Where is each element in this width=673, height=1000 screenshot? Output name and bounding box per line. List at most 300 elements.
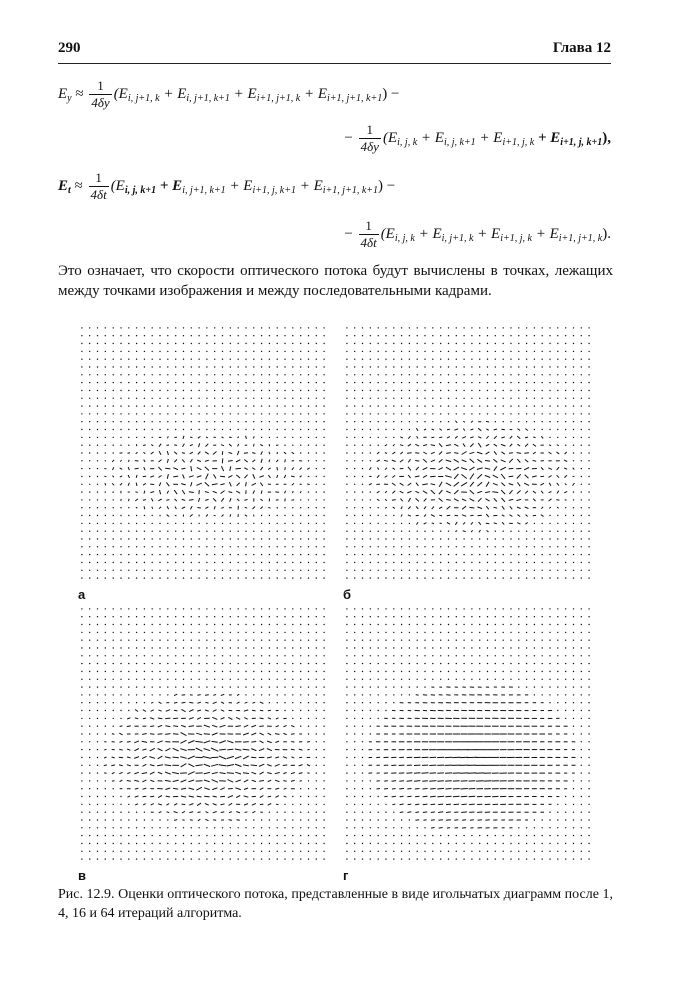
- flow-dot: [81, 772, 82, 773]
- flow-dot: [565, 647, 566, 648]
- flow-dot: [238, 429, 239, 430]
- flow-dot: [510, 577, 511, 578]
- flow-dot: [308, 452, 309, 453]
- figure-caption: Рис. 12.9. Оценки оптического потока, представленные в виде игольчатых диаграмм после 1, 4, 16 и 64 итераций алгоритма.: [58, 887, 613, 921]
- flow-needle: [438, 804, 443, 805]
- flow-dot: [370, 460, 371, 461]
- flow-dot: [581, 608, 582, 609]
- flow-dot: [526, 851, 527, 852]
- flow-dot: [120, 421, 121, 422]
- flow-dot: [588, 554, 589, 555]
- flow-dot: [308, 686, 309, 687]
- flow-dot: [534, 632, 535, 633]
- flow-dot: [588, 499, 589, 500]
- flow-dot: [261, 616, 262, 617]
- flow-dot: [409, 554, 410, 555]
- flow-dot: [362, 780, 363, 781]
- flow-dot: [81, 390, 82, 391]
- flow-dot: [448, 421, 449, 422]
- flow-dot: [581, 398, 582, 399]
- flow-needle: [157, 765, 163, 766]
- flow-dot: [214, 343, 215, 344]
- flow-dot: [284, 812, 285, 813]
- flow-dot: [323, 460, 324, 461]
- flow-needle: [462, 515, 466, 517]
- flow-dot: [269, 405, 270, 406]
- flow-dot: [573, 616, 574, 617]
- flow-dot: [557, 390, 558, 391]
- flow-dot: [526, 655, 527, 656]
- flow-dot: [128, 843, 129, 844]
- flow-dot: [362, 647, 363, 648]
- flow-needle: [128, 475, 129, 478]
- flow-dot: [573, 608, 574, 609]
- flow-needle: [291, 780, 295, 781]
- flow-dot: [581, 476, 582, 477]
- flow-dot: [581, 694, 582, 695]
- flow-dot: [487, 632, 488, 633]
- flow-dot: [120, 382, 121, 383]
- flow-dot: [385, 640, 386, 641]
- flow-dot: [362, 405, 363, 406]
- flow-dot: [120, 624, 121, 625]
- flow-dot: [300, 710, 301, 711]
- flow-needle: [174, 694, 177, 695]
- flow-dot: [573, 452, 574, 453]
- flow-dot: [526, 647, 527, 648]
- flow-dot: [144, 390, 145, 391]
- flow-needle: [509, 453, 513, 454]
- flow-dot: [89, 647, 90, 648]
- flow-dot: [300, 702, 301, 703]
- flow-needle: [135, 468, 139, 469]
- flow-dot: [316, 772, 317, 773]
- flow-dot: [448, 390, 449, 391]
- flow-dot: [463, 632, 464, 633]
- flow-needle: [182, 453, 185, 454]
- flow-dot: [401, 819, 402, 820]
- flow-needle: [517, 491, 521, 494]
- flow-dot: [120, 570, 121, 571]
- flow-needle: [182, 702, 186, 703]
- flow-dot: [120, 835, 121, 836]
- flow-dot: [120, 640, 121, 641]
- flow-dot: [393, 366, 394, 367]
- flow-needle: [236, 460, 240, 462]
- flow-dot: [354, 726, 355, 727]
- flow-dot: [346, 335, 347, 336]
- flow-dot: [284, 382, 285, 383]
- flow-needle: [485, 475, 490, 477]
- flow-dot: [245, 562, 246, 563]
- flow-needle: [517, 499, 522, 500]
- flow-needle: [292, 483, 294, 485]
- flow-dot: [534, 851, 535, 852]
- flow-dot: [456, 374, 457, 375]
- flow-dot: [128, 445, 129, 446]
- flow-dot: [378, 515, 379, 516]
- flow-dot: [440, 382, 441, 383]
- flow-dot: [300, 445, 301, 446]
- flow-needle: [245, 507, 248, 508]
- flow-dot: [144, 812, 145, 813]
- flow-dot: [581, 523, 582, 524]
- flow-dot: [183, 827, 184, 828]
- flow-needle: [158, 467, 161, 471]
- flow-dot: [495, 835, 496, 836]
- flow-dot: [354, 452, 355, 453]
- flow-dot: [120, 343, 121, 344]
- flow-dot: [167, 421, 168, 422]
- flow-needle: [260, 710, 263, 711]
- flow-needle: [228, 475, 232, 477]
- flow-dot: [183, 413, 184, 414]
- flow-dot: [565, 694, 566, 695]
- flow-dot: [588, 858, 589, 859]
- flow-needle: [235, 764, 242, 766]
- flow-dot: [463, 577, 464, 578]
- flow-dot: [284, 445, 285, 446]
- flow-dot: [588, 577, 589, 578]
- flow-dot: [261, 655, 262, 656]
- flow-dot: [191, 390, 192, 391]
- flow-dot: [191, 671, 192, 672]
- flow-dot: [354, 491, 355, 492]
- flow-needle: [197, 460, 201, 461]
- flow-dot: [510, 679, 511, 680]
- flow-dot: [463, 413, 464, 414]
- flow-dot: [393, 562, 394, 563]
- flow-dot: [393, 546, 394, 547]
- flow-needle: [244, 796, 249, 797]
- flow-dot: [565, 382, 566, 383]
- flow-dot: [277, 858, 278, 859]
- flow-dot: [152, 366, 153, 367]
- flow-dot: [557, 835, 558, 836]
- flow-dot: [534, 421, 535, 422]
- flow-dot: [573, 499, 574, 500]
- flow-dot: [292, 327, 293, 328]
- flow-dot: [113, 523, 114, 524]
- flow-dot: [308, 366, 309, 367]
- flow-needle: [173, 780, 179, 781]
- flow-dot: [261, 851, 262, 852]
- flow-dot: [549, 616, 550, 617]
- flow-dot: [542, 647, 543, 648]
- flow-dot: [401, 843, 402, 844]
- flow-dot: [370, 858, 371, 859]
- flow-dot: [128, 327, 129, 328]
- flow-dot: [206, 523, 207, 524]
- flow-dot: [269, 858, 270, 859]
- flow-needle: [213, 796, 217, 797]
- flow-dot: [120, 398, 121, 399]
- flow-dot: [323, 647, 324, 648]
- flow-dot: [503, 335, 504, 336]
- flow-needle: [463, 531, 466, 532]
- flow-dot: [471, 335, 472, 336]
- flow-dot: [440, 327, 441, 328]
- flow-dot: [136, 655, 137, 656]
- flow-dot: [526, 343, 527, 344]
- flow-dot: [175, 624, 176, 625]
- flow-dot: [463, 538, 464, 539]
- flow-dot: [503, 562, 504, 563]
- flow-dot: [549, 546, 550, 547]
- flow-dot: [277, 663, 278, 664]
- flow-dot: [323, 452, 324, 453]
- flow-needle: [253, 436, 254, 438]
- flow-dot: [370, 694, 371, 695]
- flow-dot: [401, 429, 402, 430]
- flow-dot: [120, 507, 121, 508]
- flow-dot: [417, 351, 418, 352]
- flow-dot: [206, 562, 207, 563]
- flow-dot: [573, 835, 574, 836]
- flow-needle: [485, 492, 490, 493]
- flow-dot: [230, 851, 231, 852]
- flow-dot: [557, 382, 558, 383]
- flow-dot: [191, 398, 192, 399]
- flow-dot: [542, 671, 543, 672]
- flow-dot: [471, 570, 472, 571]
- flow-needle: [189, 476, 194, 478]
- flow-dot: [269, 647, 270, 648]
- flow-dot: [81, 351, 82, 352]
- flow-dot: [495, 327, 496, 328]
- flow-dot: [557, 655, 558, 656]
- flow-dot: [120, 546, 121, 547]
- flow-dot: [253, 546, 254, 547]
- flow-needle: [401, 507, 402, 510]
- flow-dot: [557, 843, 558, 844]
- flow-dot: [136, 608, 137, 609]
- flow-dot: [245, 819, 246, 820]
- flow-needle: [212, 484, 218, 485]
- flow-dot: [308, 647, 309, 648]
- flow-dot: [479, 616, 480, 617]
- flow-dot: [316, 796, 317, 797]
- flow-dot: [385, 515, 386, 516]
- flow-dot: [292, 694, 293, 695]
- flow-dot: [284, 851, 285, 852]
- flow-dot: [198, 382, 199, 383]
- flow-dot: [456, 663, 457, 664]
- flow-dot: [152, 655, 153, 656]
- flow-dot: [370, 359, 371, 360]
- flow-needle: [212, 772, 218, 773]
- flow-dot: [401, 671, 402, 672]
- flow-dot: [323, 382, 324, 383]
- flow-dot: [323, 413, 324, 414]
- flow-dot: [261, 421, 262, 422]
- flow-dot: [152, 413, 153, 414]
- flow-needle: [174, 490, 177, 494]
- flow-dot: [284, 366, 285, 367]
- flow-dot: [588, 546, 589, 547]
- flow-needle: [181, 484, 186, 485]
- flow-needle: [252, 483, 256, 485]
- flow-dot: [136, 858, 137, 859]
- flow-needle: [268, 468, 270, 470]
- flow-dot: [417, 421, 418, 422]
- flow-dot: [503, 647, 504, 648]
- flow-dot: [144, 437, 145, 438]
- flow-dot: [432, 390, 433, 391]
- flow-dot: [144, 538, 145, 539]
- flow-dot: [113, 616, 114, 617]
- flow-dot: [362, 827, 363, 828]
- flow-dot: [81, 788, 82, 789]
- flow-needle: [407, 812, 411, 813]
- flow-dot: [89, 382, 90, 383]
- flow-needle: [291, 773, 295, 774]
- flow-needle: [462, 506, 466, 509]
- flow-dot: [456, 843, 457, 844]
- flow-needle: [408, 459, 410, 462]
- flow-needle: [174, 445, 177, 446]
- flow-dot: [573, 694, 574, 695]
- flow-dot: [269, 851, 270, 852]
- flow-dot: [385, 608, 386, 609]
- flow-dot: [487, 663, 488, 664]
- flow-dot: [144, 616, 145, 617]
- flow-dot: [346, 624, 347, 625]
- flow-dot: [409, 570, 410, 571]
- flow-dot: [300, 499, 301, 500]
- flow-dot: [588, 640, 589, 641]
- flow-dot: [471, 640, 472, 641]
- flow-dot: [300, 413, 301, 414]
- flow-dot: [581, 858, 582, 859]
- flow-needle: [120, 780, 123, 782]
- flow-dot: [316, 757, 317, 758]
- flow-dot: [105, 655, 106, 656]
- flow-dot: [542, 624, 543, 625]
- flow-dot: [354, 570, 355, 571]
- flow-needle: [252, 702, 255, 703]
- flow-dot: [113, 624, 114, 625]
- flow-dot: [308, 343, 309, 344]
- flow-dot: [136, 671, 137, 672]
- flow-dot: [300, 671, 301, 672]
- flow-dot: [581, 359, 582, 360]
- flow-dot: [370, 663, 371, 664]
- flow-dot: [549, 405, 550, 406]
- flow-dot: [440, 538, 441, 539]
- flow-dot: [97, 437, 98, 438]
- flow-dot: [393, 671, 394, 672]
- flow-needle: [191, 482, 192, 486]
- flow-dot: [424, 843, 425, 844]
- flow-dot: [346, 398, 347, 399]
- flow-needle: [165, 718, 170, 719]
- flow-dot: [463, 405, 464, 406]
- flow-dot: [471, 366, 472, 367]
- flow-dot: [230, 359, 231, 360]
- flow-dot: [385, 835, 386, 836]
- flow-dot: [557, 851, 558, 852]
- flow-dot: [409, 413, 410, 414]
- flow-dot: [503, 366, 504, 367]
- flow-needle: [276, 460, 278, 462]
- flow-dot: [89, 858, 90, 859]
- flow-dot: [128, 562, 129, 563]
- flow-dot: [417, 577, 418, 578]
- flow-dot: [573, 733, 574, 734]
- flow-dot: [581, 788, 582, 789]
- flow-needle: [268, 733, 272, 735]
- flow-needle: [181, 764, 187, 767]
- flow-dot: [277, 421, 278, 422]
- flow-dot: [573, 366, 574, 367]
- flow-dot: [409, 577, 410, 578]
- flow-dot: [113, 827, 114, 828]
- flow-dot: [424, 858, 425, 859]
- flow-dot: [463, 851, 464, 852]
- flow-dot: [269, 437, 270, 438]
- flow-dot: [440, 679, 441, 680]
- flow-dot: [534, 819, 535, 820]
- flow-dot: [261, 351, 262, 352]
- flow-dot: [292, 671, 293, 672]
- flow-needle: [261, 451, 263, 454]
- flow-needle: [415, 444, 419, 446]
- flow-dot: [230, 351, 231, 352]
- flow-dot: [277, 835, 278, 836]
- flow-needle: [127, 781, 131, 782]
- flow-dot: [105, 663, 106, 664]
- flow-needle: [111, 765, 115, 766]
- flow-dot: [316, 405, 317, 406]
- flow-needle: [189, 710, 193, 712]
- flow-dot: [354, 749, 355, 750]
- flow-dot: [175, 421, 176, 422]
- flow-needle: [501, 437, 505, 438]
- flow-dot: [510, 366, 511, 367]
- flow-dot: [191, 562, 192, 563]
- flow-needle: [158, 756, 163, 759]
- flow-dot: [503, 343, 504, 344]
- flow-dot: [495, 366, 496, 367]
- flow-dot: [549, 640, 550, 641]
- flow-dot: [440, 343, 441, 344]
- flow-dot: [152, 577, 153, 578]
- flow-dot: [105, 804, 106, 805]
- flow-dot: [518, 562, 519, 563]
- flow-dot: [354, 382, 355, 383]
- flow-dot: [557, 694, 558, 695]
- flow-dot: [581, 804, 582, 805]
- flow-dot: [300, 343, 301, 344]
- flow-dot: [245, 851, 246, 852]
- flow-needle: [494, 451, 497, 454]
- flow-dot: [89, 655, 90, 656]
- flow-dot: [284, 546, 285, 547]
- flow-dot: [432, 327, 433, 328]
- flow-dot: [362, 421, 363, 422]
- flow-needle: [439, 468, 443, 470]
- flow-needle: [431, 484, 436, 485]
- flow-dot: [487, 327, 488, 328]
- flow-dot: [354, 413, 355, 414]
- flow-dot: [198, 679, 199, 680]
- flow-dot: [113, 788, 114, 789]
- flow-dot: [152, 421, 153, 422]
- flow-dot: [97, 531, 98, 532]
- flow-dot: [191, 374, 192, 375]
- flow-dot: [97, 835, 98, 836]
